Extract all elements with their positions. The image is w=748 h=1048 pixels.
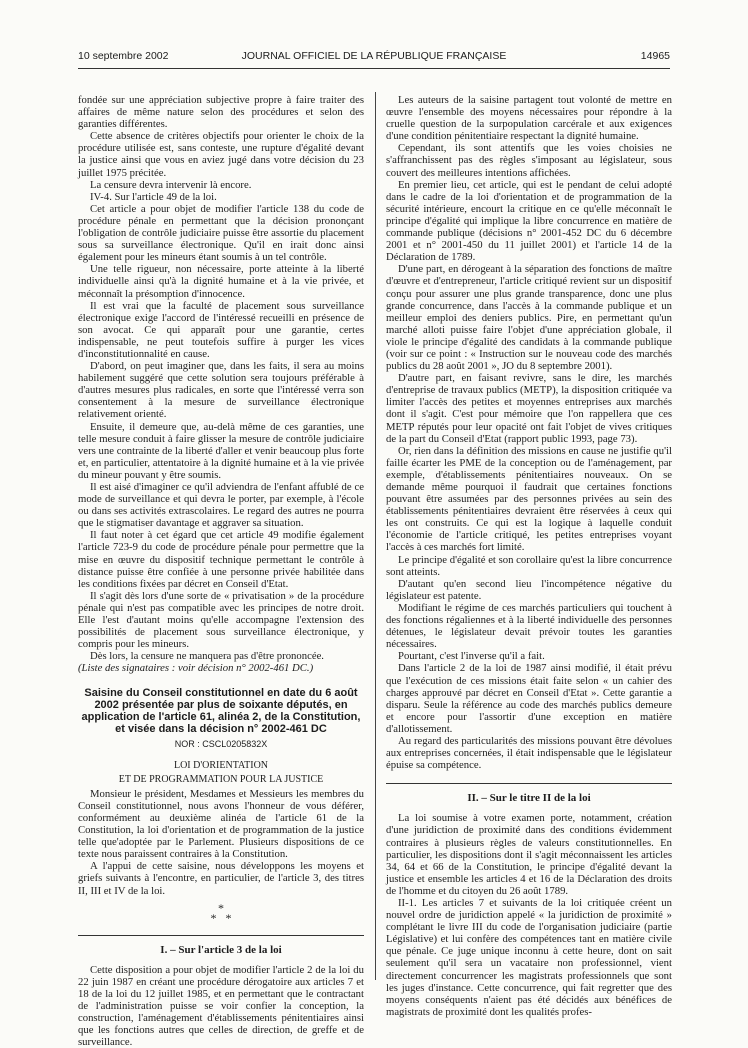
paragraph: Dès lors, la censure ne manquera pas d'être prononcée.	[90, 650, 324, 663]
column-divider	[375, 92, 376, 980]
paragraph: II-1. Les articles 7 et suivants de la loi critiquée créent un nouvel ordre de juridiction appelé « la juridiction de proximité » complétant le livre III du code de l'organisation judiciaire (partie Législative) et lui confère des compétences tant en matière civile que pénale. Ce juge unique inconnu à cette heure, dont on sait seulement qu'il sera un vacataire non professionnel, vient directement concurrencer les magistrats professionnels que sont les juges d'instance. Cette concurrence, qui fait regretter que des moyens conséquents n'aient pas été décidés aux bénéfices de magistrats de proximité dont les qualités profes-	[386, 897, 672, 1018]
section-rule	[386, 783, 672, 784]
paragraph: Cependant, ils sont attentifs que les voies choisies ne s'affranchissent pas des règles s'imposant au législateur, sous couvert des meilleures intentions affichées.	[386, 142, 672, 179]
paragraph: Il faut noter à cet égard que cet article 49 modifie également l'article 723-9 du code de procédure pénale pour permettre que la mise en œuvre du dispositif technique permettant le contrôle à distance puisse être confiée à une personne privée habilitée dans les conditions fixées par décret en Conseil d'Etat.	[78, 529, 364, 590]
paragraph: Pourtant, c'est l'inverse qu'il a fait.	[398, 650, 545, 663]
paragraph: fondée sur une appréciation subjective propre à faire traiter des affaires de même nature selon des procédures et selon des garanties différentes.	[78, 94, 364, 131]
paragraph: Cette absence de critères objectifs pour orienter le choix de la procédure utilisée est, sans conteste, une rupture d'égalité devant la justice ainsi que vous en aviez jugé dans votre décision du 23 juillet 1975 précitée.	[78, 130, 364, 179]
section-title: II. – Sur le titre II de la loi	[467, 792, 591, 805]
paragraph: A l'appui de cette saisine, nous développons les moyens et griefs suivants à l'encontre, en particulier, de l'article 3, des titres II, III et IV de la loi.	[78, 860, 364, 897]
paragraph: Il s'agit dès lors d'une sorte de « privatisation » de la procédure pénale qui n'est pas compatible avec les principes de notre droit. Elle l'est d'autant moins qu'elle accompagne l'extension des possibilités de placement sous surveillance électronique, y compris pour les mineurs.	[78, 589, 364, 651]
header-page-number: 14965	[640, 50, 670, 62]
saisine-headline: Saisine du Conseil constitutionnel en date du 6 août 2002 présentée par plus de soixante députés, en application de l'article 61, alinéa 2, de la Constitution, et visée dans la décision n° 2002-461 DC	[81, 686, 361, 736]
page-header	[78, 50, 670, 68]
paragraph: Au regard des particularités des missions pouvant être dévolues aux entreprises concernées, il était indispensable que le législateur épuise sa compétence.	[386, 734, 672, 772]
paragraph: Monsieur le président, Mesdames et Messieurs les membres du Conseil constitutionnel, nous avons l'honneur de vous déférer, conformément au deuxième alinéa de l'article 61 de la Constitution, la loi d'orientation et de programmation de la justice telle que'adoptée par le Parlement. Plusieurs dispositions de ce texte nous paraissent contraires à la Constitution.	[78, 787, 364, 861]
section-heading-1	[78, 935, 364, 956]
paragraph: D'abord, on peut imaginer que, dans les faits, il sera au moins habilement suggéré que cette solution sera toujours préférable à d'autres mesures plus radicales, en sorte que l'intéressé verra son consentement à la mesure de surveillance électronique relativement orienté.	[78, 360, 364, 421]
paragraph: La censure devra intervenir là encore.	[90, 178, 252, 191]
paragraph: Il est vrai que la faculté de placement sous surveillance électronique exige l'accord de l'intéressé recueilli en présence de son avocat. Ce qui apparaît pour une garantie, certes indispensable, ne peut toutefois suffire à purger les vices d'inconstitutionnalité en cause.	[78, 299, 364, 360]
left-column	[78, 94, 364, 1048]
paragraph: Cet article a pour objet de modifier l'article 138 du code de procédure pénale en permettant que la décision prononçant l'obligation de contrôle judiciaire puisse être assortie du placement sous sa surveillance électronique. Qu'il en irait donc ainsi également pour les mineurs étant soumis à un tel contrôle.	[78, 202, 364, 264]
section-heading-2	[386, 783, 672, 804]
paragraph: Une telle rigueur, non nécessaire, porte atteinte à la liberté individuelle ainsi qu'à la dignité humaine et à la vie privée, et méconnaît la présomption d'innocence.	[78, 263, 364, 300]
paragraph-heading: IV-4. Sur l'article 49 de la loi.	[90, 190, 217, 203]
paragraph: D'autre part, en faisant revivre, sans le dire, les marchés d'entreprise de travaux publics (METP), la disposition critiquée va limiter l'accès des petites et moyennes entreprises aux marchés dont il s'agit. C'est pour mémoire que l'on rappellera que ces METP réputés pour leur opacité ont fait l'objet de vives critiques de la part du Conseil d'Etat (rapport public 1993, page 73).	[386, 372, 672, 445]
paragraph: Les auteurs de la saisine partagent tout volonté de mettre en œuvre l'ensemble des moyens nécessaires pour répondre à la cruelle question de la surpopulation carcérale et aux exigences d'une condition pénitentiaire respectant la dignité humaine.	[386, 94, 672, 143]
paragraph: En premier lieu, cet article, qui est le pendant de celui adopté dans le cadre de la loi d'orientation et de programmation de la sécurité intérieure, encourt la critique en ce qu'elle méconnaît le principe d'égalité qui implique la libre concurrence en matière de commande publique (décisions n° 2001-452 DC du 6 décembre 2001 et n° 2001-450 du 11 juillet 2001) et l'article 14 de la Déclaration de 1789.	[386, 178, 672, 264]
paragraph: Il est aisé d'imaginer ce qu'il adviendra de l'enfant affublé de ce mode de surveillance et qui devra le porter, par exemple, à l'école ou dans ses activités extrascolaires. Le regard des autres ne pourra que le stigmatiser davantage et aggraver sa situation.	[78, 481, 364, 530]
header-title: JOURNAL OFFICIEL DE LA RÉPUBLIQUE FRANÇAISE	[241, 50, 507, 62]
paragraph: Dans l'article 2 de la loi de 1987 ainsi modifié, il était prévu que l'exécution de ces missions était faite selon « un cahier des charges approuvé par décret en Conseil d'Etat ». Cette garantie a disparu. Seule la référence au code des marchés publics demeure et encore pour l'assortir d'une exception en matière d'allotissement.	[386, 662, 672, 735]
right-column	[386, 94, 672, 1018]
nor-reference: NOR : CSCL0205832X	[174, 738, 268, 749]
section-title: I. – Sur l'article 3 de la loi	[160, 943, 282, 956]
section-rule	[78, 935, 364, 936]
signatories-note: (Liste des signataires : voir décision n° 2002-461 DC.)	[78, 662, 314, 675]
asterism: * * *	[210, 900, 232, 925]
paragraph: Cette disposition a pour objet de modifier l'article 2 de la loi du 22 juin 1987 en créant une procédure dérogatoire aux articles 7 et 18 de la loi du 12 juillet 1985, et en permettant que le contractant de l'administration puisse se voir confier la conception, la construction, l'aménagement d'établissements pénitentiaires ainsi que les fonctions autres que celles de direction, de greffe et de surveillance.	[78, 963, 364, 1048]
paragraph: La loi soumise à votre examen porte, notamment, création d'une juridiction de proximité dans des conditions évidemment contraires à plusieurs règles de valeurs constitutionnelles. En particulier, les dispositions dont il s'agit méconnaissent les articles 34, 64 et 66 de la Constitution, le principe d'égalité devant la justice et ensemble les articles 4 et 16 de la Déclaration des droits de l'homme et du citoyen du 26 août 1789.	[386, 812, 672, 897]
paragraph: Ensuite, il demeure que, au-delà même de ces garanties, une telle mesure conduit à faire glisser la mesure de contrôle judiciaire vers une contrainte de la liberté d'aller et venir beaucoup plus forte et, en particulier, attentatoire à la dignité humaine et à la vie privée du mineur pouvant y être soumis.	[78, 420, 364, 481]
law-title-line-2: ET DE PROGRAMMATION POUR LA JUSTICE	[118, 773, 324, 785]
paragraph: D'autant qu'en second lieu l'incompétence négative du législateur est patente.	[386, 577, 672, 602]
paragraph: D'une part, en dérogeant à la séparation des fonctions de maître d'œuvre et d'entrepreneur, l'article critiqué revient sur un dispositif conçu pour assurer une plus grande transparence, donc une plus grande concurrence, dans l'accès à la commande publique et un meilleur emploi des deniers publics. Pire, en permettant qu'un marché alloti puisse faire l'objet d'une appréciation globale, il viole le principe d'égalité des candidats à la commande publique (voir sur ce point : « Instruction sur le nouveau code des marchés publics du 28 août 2001 », JO du 8 septembre 2001).	[386, 263, 672, 373]
header-date: 10 septembre 2002	[78, 50, 169, 62]
law-title-line-1: LOI D'ORIENTATION	[173, 759, 269, 771]
paragraph: Le principe d'égalité et son corollaire qu'est la libre concurrence sont atteints.	[386, 553, 672, 578]
header-rule	[78, 68, 670, 69]
paragraph: Modifiant le régime de ces marchés particuliers qui touchent à des fonctions régaliennes et à la liberté individuelle des personnes détenues, le législateur devait prévoir toutes les garanties nécessaires.	[386, 601, 672, 651]
paragraph: Or, rien dans la définition des missions en cause ne justifie qu'il faille écarter les PME de la conception ou de l'aménagement, par exemple, d'établissements pénitentiaires nouveaux. On se demande même pourquoi il faudrait que certaines fonctions pouvant être assumées par des personnes privées au sein des établissements pénitentiaires devraient être réservées à ceux qui les ont construits. Ce qui est la logique à laquelle conduit l'économie de l'article critiqué, les petites entreprises voyant l'accès à ces marchés fort limité.	[386, 444, 672, 554]
